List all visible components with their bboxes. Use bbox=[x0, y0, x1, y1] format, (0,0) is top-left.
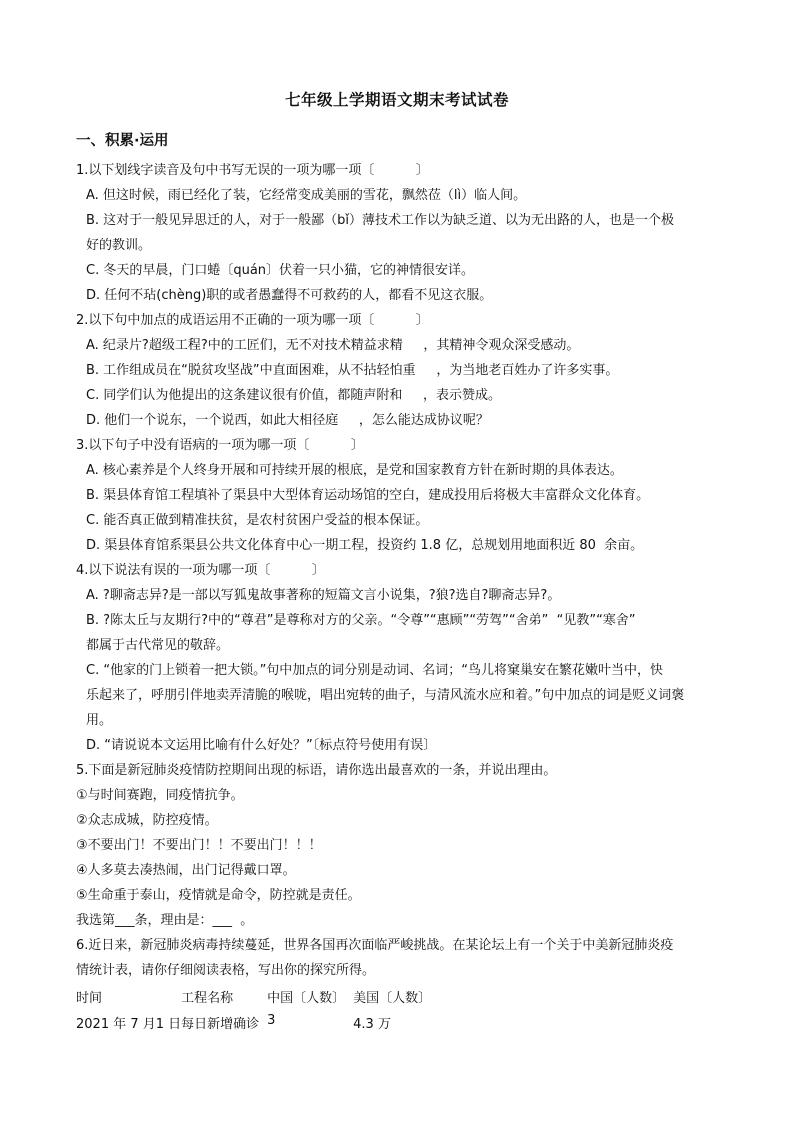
q1-option-b: B. 这对于一般见异思迁的人，对于一般鄙（bǐ）薄技术工作以为缺乏道、以为无出路的人，也是一个极 bbox=[86, 213, 675, 228]
table-cell: 3 bbox=[267, 1013, 276, 1028]
q2-option-b: B. 工作组成员在“脱贫攻坚战”中直面困难，从不拈轻怕重 ，为当地老百姓办了许多实事。 bbox=[86, 363, 619, 378]
q3-option-d: D. 渠县体育馆系渠县公共文化体育中心一期工程，投资约 1.8 亿，总规划用地面积近 80 余亩。 bbox=[86, 538, 644, 553]
question-4: 4.以下说法有误的一项为哪一项〔 〕 bbox=[76, 563, 325, 578]
q4-option-a: A. ?聊斋志异?是一部以写狐鬼故事著称的短篇文言小说集，?狼?选自?聊斋志异?。 bbox=[86, 588, 561, 603]
question-3: 3.以下句子中没有语病的一项为哪一项〔 〕 bbox=[76, 438, 364, 453]
covid-stats-table bbox=[76, 987, 443, 1039]
slogan-5: ⑤生命重于泰山，疫情就是命令，防控就是责任。 bbox=[76, 888, 361, 903]
q4-option-c-cont2: 用。 bbox=[86, 713, 113, 728]
question-2: 2.以下句中加点的成语运用不正确的一项为哪一项〔 〕 bbox=[76, 313, 429, 328]
q2-option-a: A. 纪录片?超级工程?中的工匠们，无不对技术精益求精 ，其精神令观众深受感动。 bbox=[86, 338, 580, 353]
q3-option-b: B. 渠县体育馆工程填补了渠县中大型体育运动场馆的空白，建成投用后将极大丰富群众文化体育。 bbox=[86, 488, 650, 503]
question-1: 1.以下划线字读音及句中书写无误的一项为哪一项〔 〕 bbox=[76, 163, 429, 178]
q4-option-b: B. ?陈太丘与友期行?中的“尊君”是尊称对方的父亲。“令尊”“惠顾”“劳驾”“舍弟” “见教”“寒舍” bbox=[86, 613, 636, 628]
q1-option-c: C. 冬天的早晨，门口蜷〔quán〕伏着一只小猫，它的神情很安详。 bbox=[86, 263, 475, 278]
table-header-cell: 美国〔人数〕 bbox=[353, 991, 432, 1006]
q4-option-c: C. “他家的门上锁着一把大锁。”句中加点的词分别是动词、名词；“鸟儿将窠巢安在繁花嫩叶当中，快 bbox=[86, 663, 664, 678]
q1-option-d: D. 任何不玷(chèng)职的或者愚蠢得不可救药的人，都看不见这衣服。 bbox=[86, 288, 493, 303]
slogan-3: ③不要出门！不要出门！！不要出门！！！ bbox=[76, 838, 322, 853]
q5-answer-blank: 我选第___条，理由是：___ 。 bbox=[76, 913, 254, 928]
q4-option-c-cont: 乐起来了，呼朋引伴地卖弄清脆的喉咙，唱出宛转的曲子，与清风流水应和着。”句中加点的词是贬义词褒 bbox=[86, 688, 685, 703]
q4-option-b-cont: 都属于古代常见的敬辞。 bbox=[86, 638, 230, 653]
table-header-row bbox=[76, 987, 443, 1013]
table-header-cell: 工程名称 bbox=[181, 991, 234, 1006]
table-header-cell: 中国〔人数〕 bbox=[267, 991, 346, 1006]
question-6-cont: 情统计表，请你仔细阅读表格，写出你的探究所得。 bbox=[76, 963, 376, 978]
page-title: 七年级上学期语文期末考试试卷 bbox=[284, 91, 509, 109]
section-heading: 一、积累·运用 bbox=[76, 133, 169, 149]
slogan-2: ②众志成城，防控疫情。 bbox=[76, 813, 218, 828]
q3-option-c: C. 能否真正做到精准扶贫，是农村贫困户受益的根本保证。 bbox=[86, 513, 429, 528]
question-6: 6.近日来，新冠肺炎病毒持续蔓延，世界各国再次面临严峻挑战。在某论坛上有一个关于中美新冠肺炎疫 bbox=[76, 938, 674, 953]
q2-option-d: D. 他们一个说东，一个说西，如此大相径庭 ，怎么能达成协议呢？ bbox=[86, 413, 489, 428]
q1-option-a: A. 但这时候，雨已经化了装，它经常变成美丽的雪花，飘然莅（lì）临人间。 bbox=[86, 188, 527, 203]
q4-option-d: D. “请说说本文运用比喻有什么好处？”〔标点符号使用有误〕 bbox=[86, 738, 437, 753]
q3-option-a: A. 核心素养是个人终身开展和可持续开展的根底，是党和国家教育方针在新时期的具体表达。 bbox=[86, 463, 623, 478]
question-5: 5.下面是新冠肺炎疫情防控期间出现的标语，请你选出最喜欢的一条，并说出理由。 bbox=[76, 763, 557, 778]
q2-option-c: C. 同学们认为他提出的这条建议很有价值，都随声附和 ，表示赞成。 bbox=[86, 388, 502, 403]
slogan-1: ①与时间赛跑，同疫情抗争。 bbox=[76, 788, 244, 803]
table-cell: 2021 年 7 月1 日 bbox=[76, 1017, 182, 1032]
table-row bbox=[76, 1013, 443, 1039]
table-cell: 每日新增确诊 bbox=[181, 1017, 260, 1032]
table-cell: 4.3 万 bbox=[353, 1017, 391, 1032]
slogan-4: ④人多莫去凑热闹，出门记得戴口罩。 bbox=[76, 863, 296, 878]
table-header-cell: 时间 bbox=[76, 991, 103, 1006]
q1-option-b-cont: 好的教训。 bbox=[86, 238, 152, 253]
